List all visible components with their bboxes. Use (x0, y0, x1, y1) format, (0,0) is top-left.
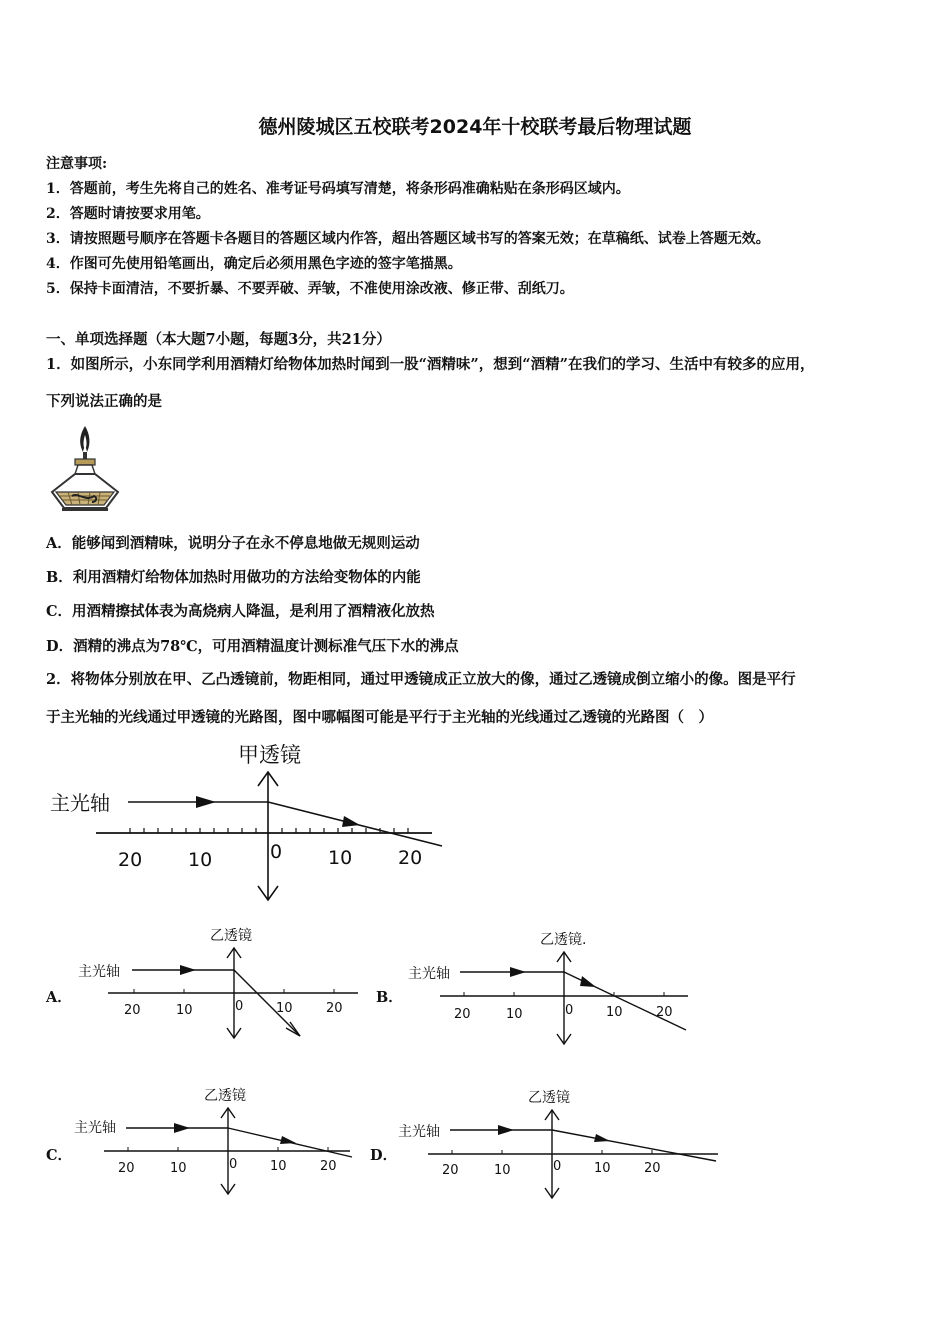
tick-label: 10 (176, 1003, 193, 1018)
tick-label: 20 (118, 849, 143, 871)
tick-label: 0 (235, 999, 244, 1014)
figure-lens-jia (40, 736, 460, 906)
tick-label: 20 (124, 1003, 141, 1018)
question-1-line-1: 1．如图所示，小东同学利用酒精灯给物体加热时闻到一股“酒精味”，想到“酒精”在我们的学习、生活中有较多的应用， (46, 356, 815, 373)
tick-label: 0 (229, 1157, 238, 1172)
tick-label: 10 (594, 1161, 611, 1176)
axis-label: 主光轴 (78, 964, 120, 980)
page-title: 德州陵城区五校联考2024年十校联考最后物理试题 (258, 116, 692, 138)
ray-arrow (498, 1125, 514, 1135)
q1-option-d: D．酒精的沸点为78℃，可用酒精温度计测标准气压下水的沸点 (46, 638, 459, 655)
lens-label: 乙透镜 (210, 928, 252, 944)
note-item: 5．保持卡面清洁，不要折暴、不要弄破、弄皱，不准使用涂改液、修正带、刮纸刀。 (46, 281, 574, 297)
tick-label: 10 (494, 1163, 511, 1178)
axis-label: 主光轴 (50, 791, 110, 815)
ray-arrow (580, 976, 596, 987)
ray-arrow (280, 1136, 296, 1144)
option-d-letter: D． (370, 1147, 398, 1164)
option-a-letter: A． (46, 989, 72, 1006)
tick-label: 0 (270, 841, 283, 863)
lens-label: 乙透镜 (204, 1088, 246, 1104)
option-b-letter: B． (376, 989, 403, 1006)
lens-label: 乙透镜. (540, 932, 587, 948)
lens-label: 甲透镜 (238, 743, 301, 767)
option-c-diagram (70, 1080, 360, 1200)
option-d-diagram (396, 1082, 722, 1202)
question-1-line-2: 下列说法正确的是 (46, 393, 162, 410)
alcohol-lamp-illustration (48, 422, 122, 514)
ray-arrow (594, 1134, 610, 1142)
axis-label: 主光轴 (74, 1120, 116, 1136)
note-item: 4．作图可先使用铅笔画出，确定后必须用黑色字迹的签字笔描黑。 (46, 256, 462, 272)
question-2-line-1: 2．将物体分别放在甲、乙凸透镜前，物距相同，通过甲透镜成正立放大的像，通过乙透镜成倒立缩小的像。图是平行 (46, 671, 796, 688)
tick-label: 10 (188, 849, 213, 871)
tick-label: 10 (606, 1005, 623, 1020)
q1-option-b: B．利用酒精灯给物体加热时用做功的方法给变物体的内能 (46, 569, 421, 586)
ray-arrow (180, 965, 196, 975)
tick-label: 10 (506, 1007, 523, 1022)
tick-label: 20 (326, 1001, 343, 1016)
option-b-diagram (402, 924, 694, 1050)
tick-label: 20 (118, 1161, 135, 1176)
ray-arrow (174, 1123, 190, 1133)
tick-label: 10 (276, 1001, 293, 1016)
note-item: 1．答题前，考生先将自己的姓名、准考证号码填写清楚，将条形码准确粘贴在条形码区域内。 (46, 181, 630, 197)
tick-label: 10 (270, 1159, 287, 1174)
question-2-line-2: 于主光轴的光线通过甲透镜的光路图，图中哪幅图可能是平行于主光轴的光线通过乙透镜的光路图（ ） (46, 709, 713, 726)
tick-label: 20 (656, 1005, 673, 1020)
notes-heading: 注意事项: (46, 156, 108, 172)
section-heading: 一、单项选择题（本大题7小题，每题3分，共21分） (46, 331, 391, 348)
ray-arrow (510, 967, 526, 977)
note-item: 3．请按照题号顺序在答题卡各题目的答题区域内作答，超出答题区域书写的答案无效；在草稿纸、试卷上答题无效。 (46, 231, 770, 247)
q1-option-c: C．用酒精擦拭体表为高烧病人降温，是利用了酒精液化放热 (46, 603, 435, 620)
axis-label: 主光轴 (398, 1124, 440, 1140)
tick-label: 0 (553, 1159, 562, 1174)
option-c-letter: C． (46, 1147, 73, 1164)
tick-label: 10 (328, 847, 353, 869)
tick-label: 20 (320, 1159, 337, 1174)
tick-label: 20 (442, 1163, 459, 1178)
ray-arrow (196, 796, 216, 808)
tick-label: 0 (565, 1003, 574, 1018)
tick-label: 20 (644, 1161, 661, 1176)
note-item: 2．答题时请按要求用笔。 (46, 206, 210, 222)
tick-label: 20 (398, 847, 423, 869)
tick-label: 20 (454, 1007, 471, 1022)
q1-option-a: A．能够闻到酒精味，说明分子在永不停息地做无规则运动 (46, 535, 420, 552)
tick-label: 10 (170, 1161, 187, 1176)
lens-label: 乙透镜 (528, 1090, 570, 1106)
axis-label: 主光轴 (408, 966, 450, 982)
refracted-ray (552, 1130, 716, 1161)
option-a-diagram (72, 922, 364, 1044)
